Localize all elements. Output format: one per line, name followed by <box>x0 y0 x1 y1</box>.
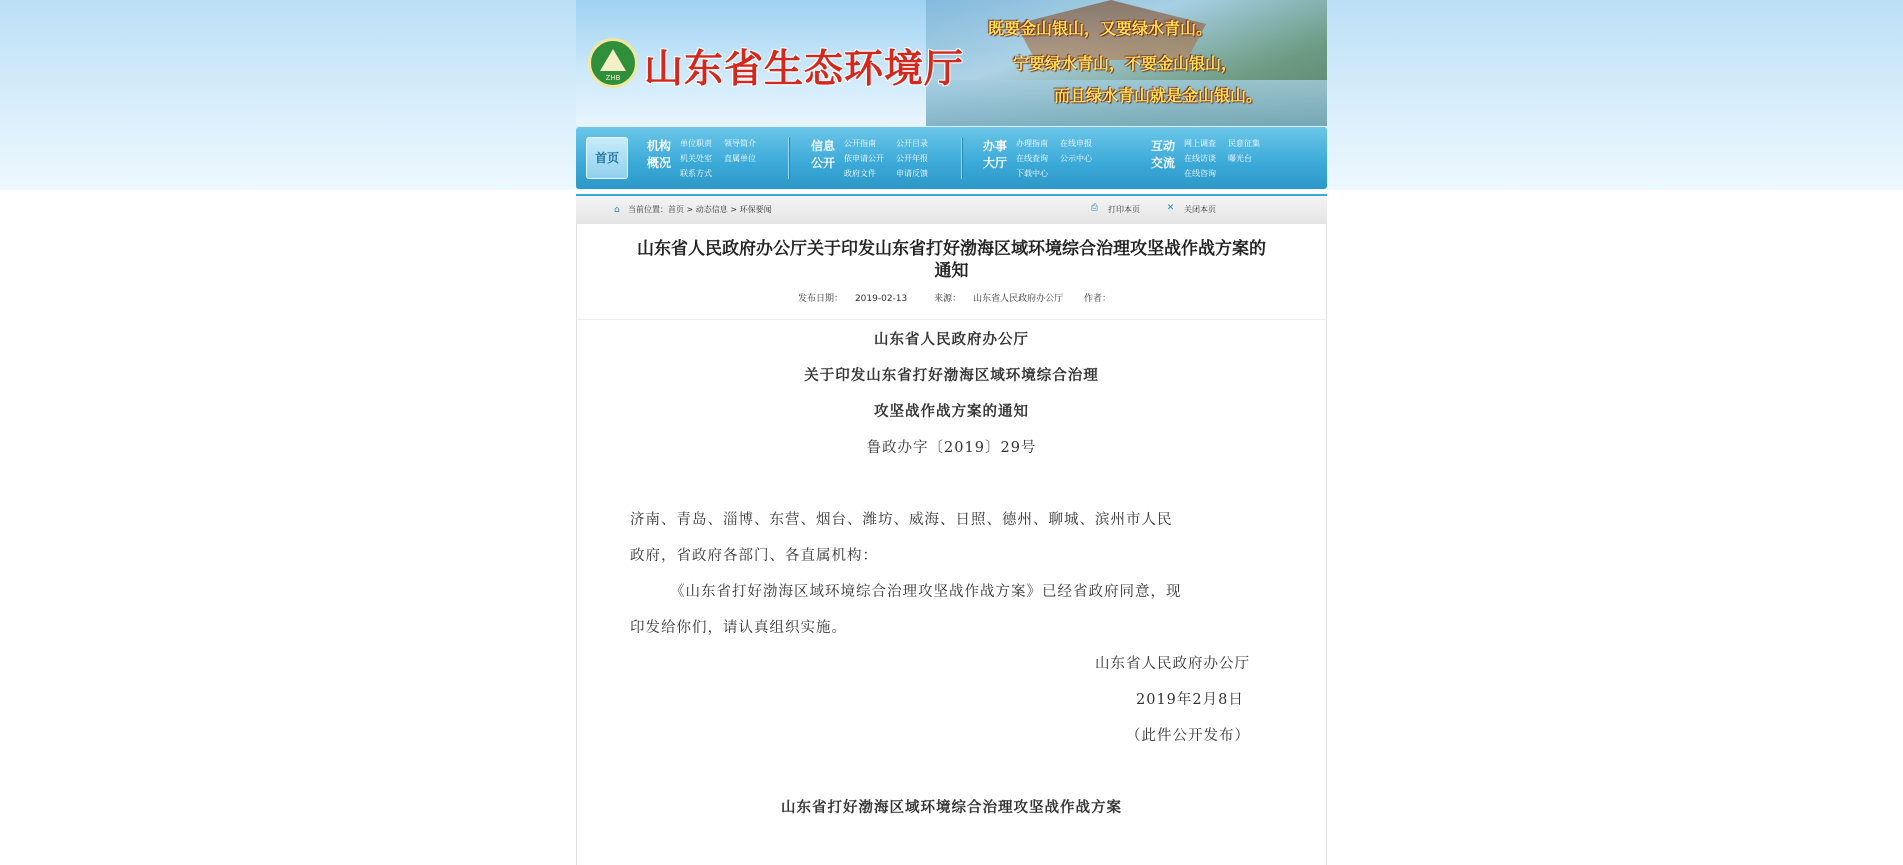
signature: 山东省人民政府办公厅 <box>1095 656 1250 672</box>
nav-link-annual-report[interactable]: 公开年报 <box>896 154 928 163</box>
recipients-line-1: 济南、青岛、淄博、东营、烟台、潍坊、威海、日照、德州、聊城、滨州市人民 <box>630 512 1173 528</box>
nav-link-affiliated-units[interactable]: 直属单位 <box>724 154 756 163</box>
body-paragraph-line-2: 印发给你们，请认真组织实施。 <box>630 620 847 636</box>
slogan-line-3: 而且绿水青山就是金山银山。 <box>1054 86 1263 105</box>
nav-link-online-query[interactable]: 在线查询 <box>1016 154 1048 163</box>
nav-link-disclosure-guide[interactable]: 公开指南 <box>844 139 876 148</box>
close-icon[interactable]: ✕ <box>1166 203 1175 213</box>
nav-home-button[interactable]: 首页 <box>586 137 628 179</box>
nav-links <box>680 137 756 181</box>
close-page-button[interactable]: 关闭本页 <box>1184 205 1216 214</box>
nav-title-line-2: 公开 <box>810 156 835 170</box>
logo-text: ZHB <box>605 74 621 82</box>
nav-group-title[interactable] <box>644 138 674 172</box>
source-label: 来源： <box>934 294 962 304</box>
recipients-line-2: 政府，省政府各部门、各直属机构： <box>630 548 878 564</box>
nav-title-line-1: 机构 <box>646 139 671 153</box>
home-icon: ⌂ <box>614 205 620 215</box>
nav-group-title[interactable] <box>808 138 838 172</box>
nav-link-online-consult[interactable]: 在线咨询 <box>1184 169 1216 178</box>
nav-link-exposure[interactable]: 曝光台 <box>1228 154 1252 163</box>
location-label: 当前位置： <box>628 205 668 214</box>
source-value: 山东省人民政府办公厅 <box>973 294 1064 304</box>
nav-title-line-2: 交流 <box>1150 156 1175 170</box>
publish-note: （此件公开发布） <box>1126 728 1250 744</box>
nav-divider <box>961 137 962 179</box>
mountain-icon <box>600 49 626 71</box>
slogan-line-1: 既要金山银山，又要绿水青山。 <box>988 19 1213 38</box>
article-title-line-1: 山东省人民政府办公厅关于印发山东省打好渤海区域环境综合治理攻坚战作战方案的 <box>637 239 1266 259</box>
nav-link-contact[interactable]: 联系方式 <box>680 169 712 178</box>
site-title[interactable]: 山东省生态环境厅 <box>644 46 965 92</box>
logo-icon[interactable] <box>588 38 638 88</box>
doc-issuer-heading: 山东省人民政府办公厅 <box>874 331 1029 348</box>
main-nav <box>576 127 1327 189</box>
article-panel <box>576 224 1327 865</box>
page-container <box>576 0 1327 865</box>
article-title-line-2: 通知 <box>934 261 969 281</box>
date-value: 2019-02-13 <box>854 294 908 304</box>
nav-link-unit-duties[interactable]: 单位职责 <box>680 139 712 148</box>
nav-link-public-opinion[interactable]: 民意征集 <box>1228 139 1260 148</box>
doc-title-heading-line-2: 攻坚战作战方案的通知 <box>874 403 1029 420</box>
print-icon[interactable]: ⎙ <box>1090 203 1099 213</box>
nav-link-request-disclosure[interactable]: 依申请公开 <box>844 154 884 163</box>
breadcrumb-news[interactable]: 动态信息 <box>695 205 728 214</box>
nav-link-online-interview[interactable]: 在线访谈 <box>1184 154 1216 163</box>
nav-links <box>1184 137 1260 181</box>
nav-title-line-2: 概况 <box>646 156 671 170</box>
article-title <box>577 238 1326 282</box>
publish-date <box>792 294 913 304</box>
nav-link-download-center[interactable]: 下载中心 <box>1016 169 1048 178</box>
article-meta <box>577 291 1326 304</box>
nav-title-line-1: 信息 <box>810 139 835 153</box>
nav-link-leaders[interactable]: 领导简介 <box>724 139 756 148</box>
doc-number: 鲁政办字〔2019〕29号 <box>866 440 1037 456</box>
nav-group-title[interactable] <box>1148 138 1178 172</box>
source <box>928 294 1069 304</box>
location-toolbar <box>576 194 1327 224</box>
nav-link-departments[interactable]: 机关处室 <box>680 154 712 163</box>
nav-link-online-application[interactable]: 在线申报 <box>1060 139 1092 148</box>
plan-section-title: 山东省打好渤海区域环境综合治理攻坚战作战方案 <box>781 799 1122 816</box>
nav-title-line-1: 互动 <box>1150 139 1175 153</box>
nav-link-service-guide[interactable]: 办理指南 <box>1016 139 1048 148</box>
nav-title-line-1: 办事 <box>982 139 1007 153</box>
nav-title-line-2: 大厅 <box>982 156 1007 170</box>
body-paragraph-line-1: 《山东省打好渤海区域环境综合治理攻坚战作战方案》已经省政府同意，现 <box>670 584 1182 600</box>
slogan-line-2: 宁要绿水青山，不要金山银山， <box>1013 54 1238 73</box>
nav-link-online-survey[interactable]: 网上调查 <box>1184 139 1216 148</box>
nav-link-gov-documents[interactable]: 政府文件 <box>844 169 876 178</box>
date-label: 发布日期： <box>797 294 843 304</box>
sign-date: 2019年2月8日 <box>1136 692 1244 708</box>
doc-title-heading-line-1: 关于印发山东省打好渤海区域环境综合治理 <box>804 367 1099 384</box>
nav-links <box>844 137 928 181</box>
author: 作者： <box>1084 294 1112 304</box>
meta-divider <box>577 319 1326 320</box>
nav-link-disclosure-catalog[interactable]: 公开目录 <box>896 139 928 148</box>
header-banner <box>576 0 1327 126</box>
nav-divider <box>788 137 789 179</box>
breadcrumb-env-news[interactable]: 环保要闻 <box>739 205 772 214</box>
nav-link-public-notice[interactable]: 公示中心 <box>1060 154 1092 163</box>
breadcrumb: 当前位置：首页 > 动态信息 > 环保要闻 <box>628 205 772 214</box>
nav-link-request-feedback[interactable]: 申请反馈 <box>896 169 928 178</box>
breadcrumb-home[interactable]: 首页 <box>668 205 684 214</box>
nav-links <box>1016 137 1092 181</box>
print-page-button[interactable]: 打印本页 <box>1108 205 1140 214</box>
nav-group-title[interactable] <box>980 138 1010 172</box>
